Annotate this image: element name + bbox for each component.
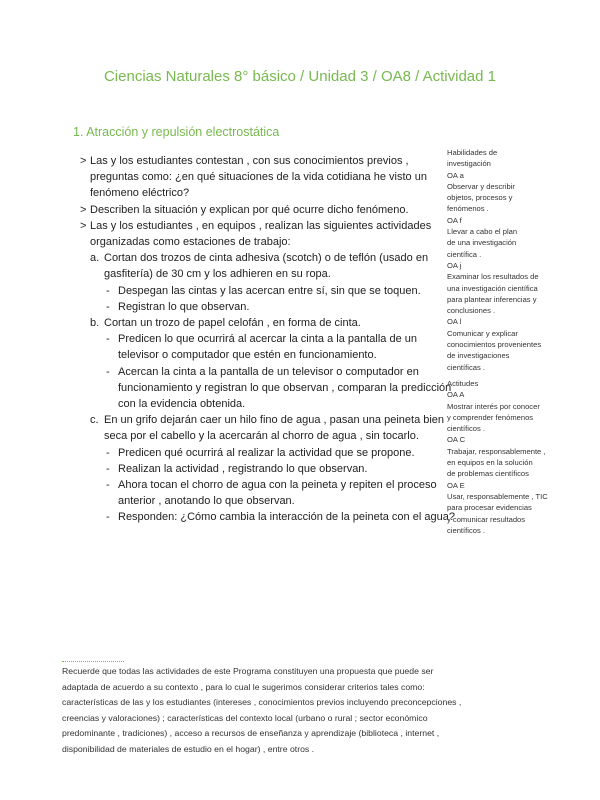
sidebar-line: científicos . (447, 424, 485, 434)
sidebar-line: conclusiones . (447, 306, 496, 316)
sidebar-line: investigación (447, 159, 491, 169)
text-line: En un grifo dejarán caer un hilo fino de agua , pasan una peineta bien (104, 414, 445, 427)
list-letter: a. (90, 252, 100, 265)
sidebar-line: OA j (447, 260, 462, 270)
sidebar-line: una investigación científica (447, 283, 538, 293)
text-line: gasfitería) de 30 cm y los adhieren en su ropa. (104, 268, 331, 281)
text-line: Cortan dos trozos de cinta adhesiva (scotch) o de teflón (usado en (104, 252, 429, 265)
sidebar-line: en equipos en la solución (447, 458, 533, 468)
dash-marker: - (106, 479, 110, 491)
list-letter: c. (90, 414, 99, 427)
text-line: preguntas como: ¿en qué situaciones de la vida cotidiana he visto un (90, 171, 427, 184)
sidebar-line: Trabajar, responsablemente , (447, 446, 546, 456)
sidebar-line: OA C (447, 435, 466, 445)
sidebar-line: Examinar los resultados de (447, 272, 539, 282)
sidebar-line: para procesar evidencias (447, 503, 532, 513)
dash-marker: - (106, 333, 110, 346)
text-line: Las y los estudiantes , en equipos , realizan las siguientes actividades (90, 219, 432, 232)
dash-marker: - (106, 365, 110, 378)
sidebar-line: de una investigación (447, 238, 517, 248)
text-line: Las y los estudiantes contestan , con sus conocimientos previos , (90, 155, 409, 167)
text-line: fenómeno eléctrico? (90, 187, 190, 200)
footnote-line: predominante , tradiciones) , acceso a recursos de enseñanza y aprendizaje (biblioteca , internet , (62, 728, 440, 738)
sidebar-line: OA E (447, 480, 465, 490)
footnote-line: creencias y valoraciones) ; características del contexto local (urbano o rural ; sector económico (62, 712, 428, 723)
sidebar-line: Actitudes (447, 379, 479, 388)
footnote-line: Recuerde que todas las actividades de este Programa constituyen una propuesta que puede ser (62, 666, 434, 676)
sidebar-line: y comunicar resultados (447, 514, 526, 524)
text-line: Registran lo que observan. (118, 300, 250, 313)
text-line: con la evidencia obtenida. (118, 398, 246, 410)
sidebar-line: de investigaciones (447, 351, 510, 361)
text-line: Responden: ¿Cómo cambia la interacción de la peineta con el agua? (118, 511, 455, 524)
sidebar-attitudes (447, 378, 577, 536)
text-line: funcionamiento y registran lo que observan , comparan la predicción (118, 381, 452, 394)
text-line: Realizan la actividad , registrando lo que observan. (118, 462, 368, 475)
sidebar-line: OA a (447, 170, 464, 180)
bullet-marker: > (80, 219, 87, 232)
sidebar-line: OA f (447, 215, 462, 225)
text-line: Predicen lo que ocurrirá al acercar la cinta a la pantalla de un (118, 333, 418, 346)
sidebar-line: Usar, responsablemente , TIC (447, 491, 548, 501)
sidebar-line: para plantear inferencias y (447, 294, 537, 304)
footnote (62, 664, 461, 757)
sidebar-line: Comunicar y explicar (447, 328, 518, 338)
sidebar-line: OA A (447, 390, 465, 400)
sidebar-line: y comprender fenómenos (447, 412, 534, 422)
sidebar-skills (447, 147, 577, 373)
bullet-marker: > (80, 203, 87, 216)
sidebar-line: científicas . (447, 362, 485, 372)
footnote-line: disponibilidad de materiales de estudio en el hogar) , entre otros . (62, 743, 315, 754)
footnote-line: adaptada de acuerdo a su contexto , para lo cual le sugerimos considerar criterios tales como: (62, 681, 425, 692)
bullet-marker: > (80, 155, 87, 167)
text-line: televisor o computador que estén en funcionamiento. (118, 349, 377, 362)
page-title: Ciencias Naturales 8° básico / Unidad 3 / OA8 / Actividad 1 (103, 68, 497, 85)
text-line: Predicen qué ocurrirá al realizar la actividad que se propone. (118, 446, 415, 459)
sidebar-line: Observar y describir (447, 181, 515, 191)
sidebar-line: Mostrar interés por conocer (447, 401, 540, 411)
sidebar-line: de problemas científicos (447, 469, 529, 479)
list-letter: b. (90, 317, 100, 329)
sidebar-line: objetos, procesos y (447, 193, 513, 203)
text-line: anterior , anotando lo que observan. (118, 495, 295, 508)
text-line: organizadas como estaciones de trabajo: (90, 236, 291, 248)
text-line: seca por el cabello y la acercarán al chorro de agua , sin tocarlo. (104, 430, 419, 443)
dash-marker: - (106, 462, 110, 475)
sidebar-line: fenómenos . (447, 204, 489, 214)
footnote-line: características de las y los estudiantes (intereses , conocimientos previos incluyendo preconcepciones , (62, 697, 462, 707)
footnote-divider (62, 661, 124, 662)
dash-marker: - (106, 446, 110, 459)
text-line: Acercan la cinta a la pantalla de un televisor o computador en (118, 365, 419, 378)
dash-marker: - (106, 284, 110, 297)
text-line: Despegan las cintas y las acercan entre sí, sin que se toquen. (118, 284, 421, 297)
sidebar-line: OA l (447, 317, 462, 327)
text-line: Cortan un trozo de papel celofán , en forma de cinta. (104, 317, 361, 329)
sidebar-line: conocimientos provenientes (447, 340, 542, 350)
text-line: Describen la situación y explican por qué ocurre dicho fenómeno. (90, 203, 409, 216)
text-line: Ahora tocan el chorro de agua con la peineta y repiten el proceso (118, 479, 437, 491)
sidebar-line: científicos . (447, 525, 485, 535)
sidebar-line: Llevar a cabo el plan (447, 227, 518, 237)
sidebar-line: científica . (447, 249, 482, 259)
dash-marker: - (106, 511, 110, 524)
activity-heading: 1. Atracción y repulsión electrostática (73, 125, 280, 139)
sidebar-line: Habilidades de (447, 148, 498, 157)
dash-marker: - (106, 300, 110, 313)
